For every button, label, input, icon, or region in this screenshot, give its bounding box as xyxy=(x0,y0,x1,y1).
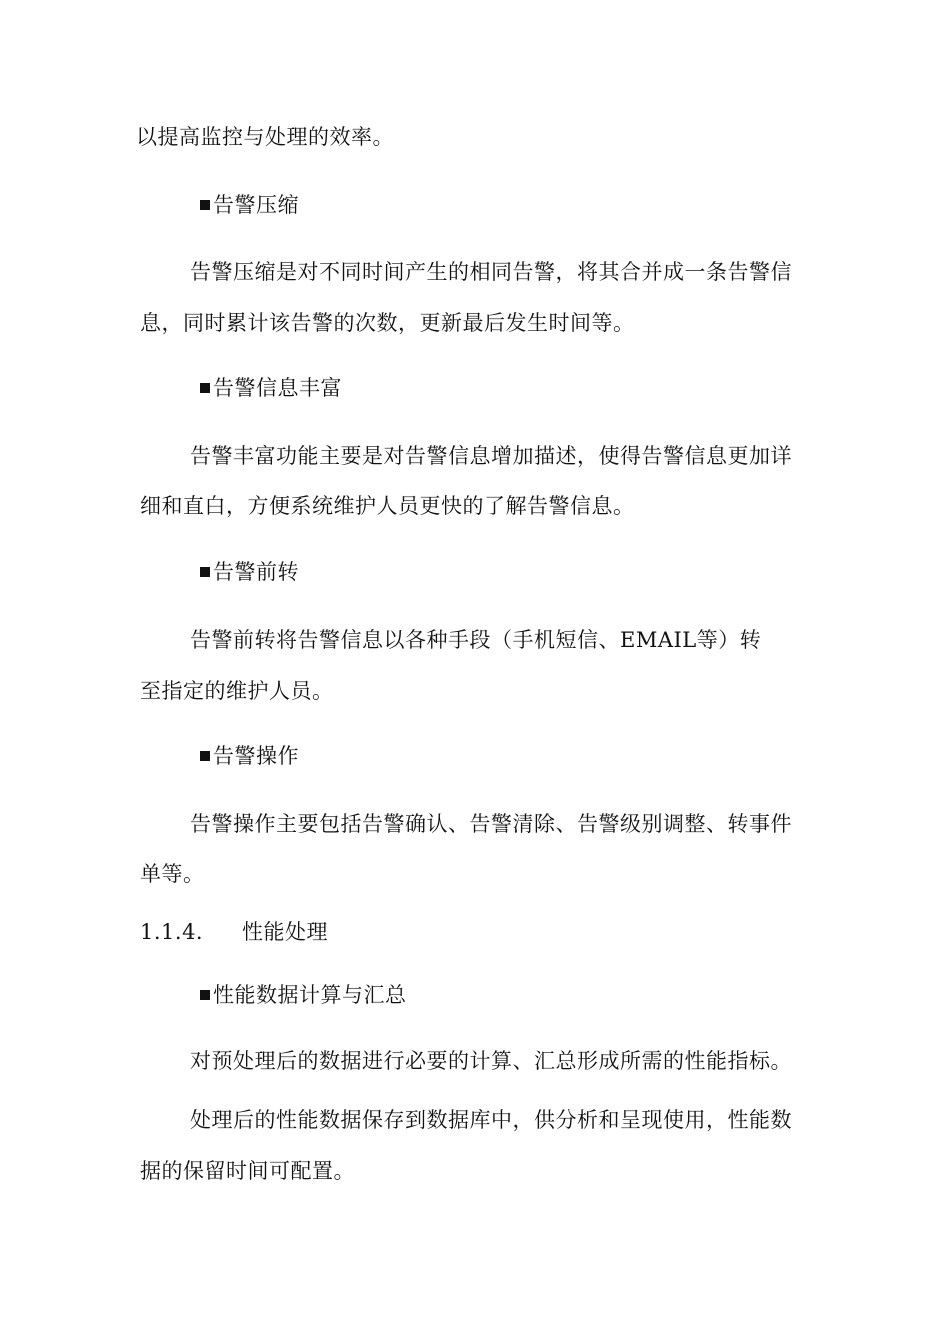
bullet-item-alarm-enrichment xyxy=(200,373,342,403)
bullet-item-alarm-forwarding xyxy=(200,557,299,587)
paragraph-line: 至指定的维护人员。 xyxy=(140,679,334,703)
bullet-label: 告警前转 xyxy=(213,560,299,584)
heading-number: 1.1.4. xyxy=(140,920,204,944)
paragraph-line: 对预处理后的数据进行必要的计算、汇总形成所需的性能指标。 xyxy=(190,1049,792,1073)
square-bullet-icon xyxy=(200,990,210,1000)
section-heading xyxy=(140,917,328,947)
paragraph-line: 据的保留时间可配置。 xyxy=(140,1159,355,1183)
square-bullet-icon xyxy=(200,383,210,393)
bullet-label: 告警信息丰富 xyxy=(213,376,342,400)
paragraph-line: 处理后的性能数据保存到数据库中，供分析和呈现使用，性能数 xyxy=(190,1108,792,1132)
bullet-item-alarm-operation xyxy=(200,741,299,771)
square-bullet-icon xyxy=(200,200,210,210)
square-bullet-icon xyxy=(200,567,210,577)
intro-tail-text: 以提高监控与处理的效率。 xyxy=(136,125,394,149)
bullet-label: 告警操作 xyxy=(213,744,299,768)
paragraph-line: 告警操作主要包括告警确认、告警清除、告警级别调整、转事件 xyxy=(190,812,792,836)
paragraph-line: 单等。 xyxy=(140,862,205,886)
paragraph-line: 告警压缩是对不同时间产生的相同告警，将其合并成一条告警信 xyxy=(190,260,792,284)
paragraph-line: 息，同时累计该告警的次数，更新最后发生时间等。 xyxy=(140,311,635,335)
bullet-label: 告警压缩 xyxy=(213,193,299,217)
paragraph-line: 告警丰富功能主要是对告警信息增加描述，使得告警信息更加详 xyxy=(190,444,792,468)
square-bullet-icon xyxy=(200,751,210,761)
paragraph-line: 细和直白，方便系统维护人员更快的了解告警信息。 xyxy=(140,494,635,518)
bullet-item-performance-calc xyxy=(200,980,407,1010)
heading-title: 性能处理 xyxy=(242,920,328,944)
bullet-label: 性能数据计算与汇总 xyxy=(213,983,407,1007)
paragraph-line: 告警前转将告警信息以各种手段（手机短信、EMAIL等）转 xyxy=(190,628,762,652)
bullet-item-alarm-compression xyxy=(200,190,299,220)
